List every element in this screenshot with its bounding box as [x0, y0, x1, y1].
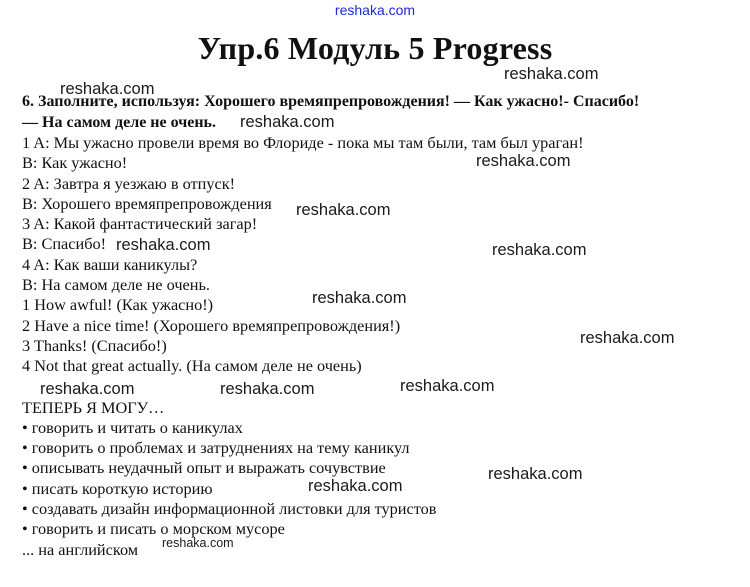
- dialogue-line: B: Спасибо!: [22, 234, 107, 253]
- watermark: reshaka.com: [60, 80, 155, 98]
- answer-line: 3 Thanks! (Спасибо!): [22, 336, 167, 355]
- watermark: reshaka.com: [116, 236, 211, 254]
- watermark: reshaka.com: [476, 152, 571, 170]
- dialogue-line: B: На самом деле не очень.: [22, 275, 210, 294]
- task-instruction-line-1: 6. Заполните, используя: Хорошего времяпрепровождения! — Как ужасно!- Спасибо!: [22, 93, 640, 110]
- closing-line: ... на английском: [22, 540, 139, 559]
- dialogue-line: B: Как ужасно!: [22, 153, 128, 172]
- skill-item: • создавать дизайн информационной листовки для туристов: [22, 499, 437, 518]
- skill-item: • описывать неудачный опыт и выражать сочувствие: [22, 458, 386, 477]
- dialogue-line: 2 A: Завтра я уезжаю в отпуск!: [22, 174, 236, 193]
- watermark: reshaka.com: [492, 241, 587, 259]
- dialogue-line: B: Хорошего времяпрепровождения: [22, 194, 272, 213]
- watermark: reshaka.com: [240, 113, 335, 131]
- watermark: reshaka.com: [400, 377, 495, 395]
- watermark: reshaka.com: [40, 380, 135, 398]
- task-instruction-line-2: — На самом деле не очень.: [22, 114, 217, 131]
- skill-item: • говорить о проблемах и затруднениях на тему каникул: [22, 438, 410, 457]
- answer-line: 1 How awful! (Как ужасно!): [22, 295, 214, 314]
- page-title: Упр.6 Модуль 5 Progress: [197, 30, 553, 66]
- dialogue-line: 4 A: Как ваши каникулы?: [22, 255, 198, 274]
- watermark: reshaka.com: [580, 329, 675, 347]
- skill-item: • писать короткую историю: [22, 479, 213, 498]
- answer-line: 4 Not that great actually. (На самом деле не очень): [22, 356, 362, 375]
- dialogue-line: 3 A: Какой фантастический загар!: [22, 214, 258, 233]
- site-link[interactable]: reshaka.com: [334, 2, 416, 18]
- answer-line: 2 Have a nice time! (Хорошего времяпрепровождения!): [22, 316, 401, 335]
- skill-item: • говорить и писать о морском мусоре: [22, 519, 285, 538]
- watermark: reshaka.com: [488, 465, 583, 483]
- watermark: reshaka.com: [296, 201, 391, 219]
- watermark: reshaka.com: [162, 536, 234, 550]
- watermark: reshaka.com: [308, 477, 403, 495]
- skill-item: • говорить и читать о каникулах: [22, 418, 243, 437]
- section-heading: ТЕПЕРЬ Я МОГУ…: [22, 398, 165, 417]
- watermark: reshaka.com: [504, 65, 599, 83]
- watermark: reshaka.com: [312, 289, 407, 307]
- watermark: reshaka.com: [220, 380, 315, 398]
- dialogue-line: 1 A: Мы ужасно провели время во Флориде - пока мы там были, там был ураган!: [22, 133, 584, 152]
